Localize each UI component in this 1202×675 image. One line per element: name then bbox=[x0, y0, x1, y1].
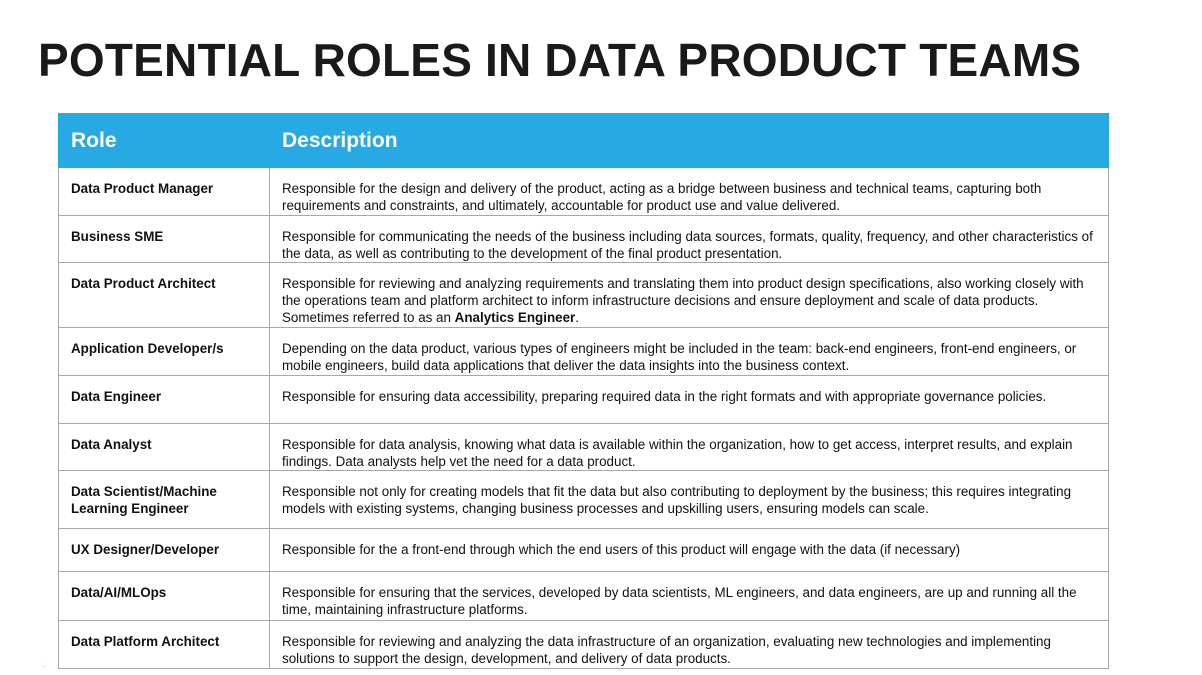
role-cell: Business SME bbox=[59, 216, 270, 263]
role-cell: Application Developer/s bbox=[59, 328, 270, 376]
table-row bbox=[59, 168, 1109, 216]
description-cell: Responsible not only for creating models that fit the data but also contributing to deployment by the business; this requires integrating models with existing systems, changing business processes and upskilling users, ensuring models can scale. bbox=[270, 471, 1109, 529]
table-row bbox=[59, 424, 1109, 471]
description-cell bbox=[270, 263, 1109, 328]
description-cell: Responsible for the design and delivery of the product, acting as a bridge between business and technical teams, capturing both requirements and constraints, and ultimately, accountable for product use and value delivered. bbox=[270, 168, 1109, 216]
page-title: POTENTIAL ROLES IN DATA PRODUCT TEAMS bbox=[38, 34, 1082, 86]
description-text: Responsible for reviewing and analyzing requirements and translating them into product design specifications, also working closely with the operations team and platform architect to inform infrastructure decisions and ensure deployment and scale of data products. Sometimes referred to as an bbox=[282, 276, 1084, 325]
description-cell: Responsible for ensuring that the services, developed by data scientists, ML engineers, and data engineers, are up and running all the time, maintaining infrastructure platforms. bbox=[270, 572, 1109, 621]
role-cell: Data Product Architect bbox=[59, 263, 270, 328]
table-row bbox=[59, 471, 1109, 529]
table-row bbox=[59, 263, 1109, 328]
table-header-row bbox=[59, 114, 1109, 168]
description-cell: Responsible for communicating the needs of the business including data sources, formats, quality, frequency, and other characteristics of the data, as well as contributing to the development of the final product presentation. bbox=[270, 216, 1109, 263]
table-row bbox=[59, 621, 1109, 669]
table-row bbox=[59, 376, 1109, 424]
table-row bbox=[59, 328, 1109, 376]
description-column-header: Description bbox=[270, 114, 1109, 168]
description-cell: Depending on the data product, various types of engineers might be included in the team: back-end engineers, front-end engineers, or mobile engineers, build data applications that deliver the data insights into the business context. bbox=[270, 328, 1109, 376]
role-cell: Data/AI/MLOps bbox=[59, 572, 270, 621]
role-cell: Data Platform Architect bbox=[59, 621, 270, 669]
role-cell: Data Analyst bbox=[59, 424, 270, 471]
description-cell: Responsible for the a front-end through which the end users of this product will engage with the data (if necessary) bbox=[270, 529, 1109, 572]
description-cell: Responsible for data analysis, knowing what data is available within the organization, how to get access, interpret results, and explain findings. Data analysts help vet the need for a data product. bbox=[270, 424, 1109, 471]
role-column-header: Role bbox=[59, 114, 270, 168]
role-cell: Data Scientist/Machine Learning Engineer bbox=[59, 471, 270, 529]
analytics-engineer-term: Analytics Engineer bbox=[454, 310, 576, 325]
description-cell: Responsible for reviewing and analyzing the data infrastructure of an organization, evaluating new technologies and implementing solutions to support the design, development, and delivery of data products. bbox=[270, 621, 1109, 669]
table-row bbox=[59, 572, 1109, 621]
table-row bbox=[59, 529, 1109, 572]
role-cell: UX Designer/Developer bbox=[59, 529, 270, 572]
role-cell: Data Product Manager bbox=[59, 168, 270, 216]
roles-table bbox=[58, 113, 1109, 669]
description-cell: Responsible for ensuring data accessibility, preparing required data in the right formats and with appropriate governance policies. bbox=[270, 376, 1109, 424]
slide-marker-dot: ¨ bbox=[42, 665, 45, 674]
description-end: . bbox=[575, 310, 579, 325]
role-cell: Data Engineer bbox=[59, 376, 270, 424]
table-row bbox=[59, 216, 1109, 263]
